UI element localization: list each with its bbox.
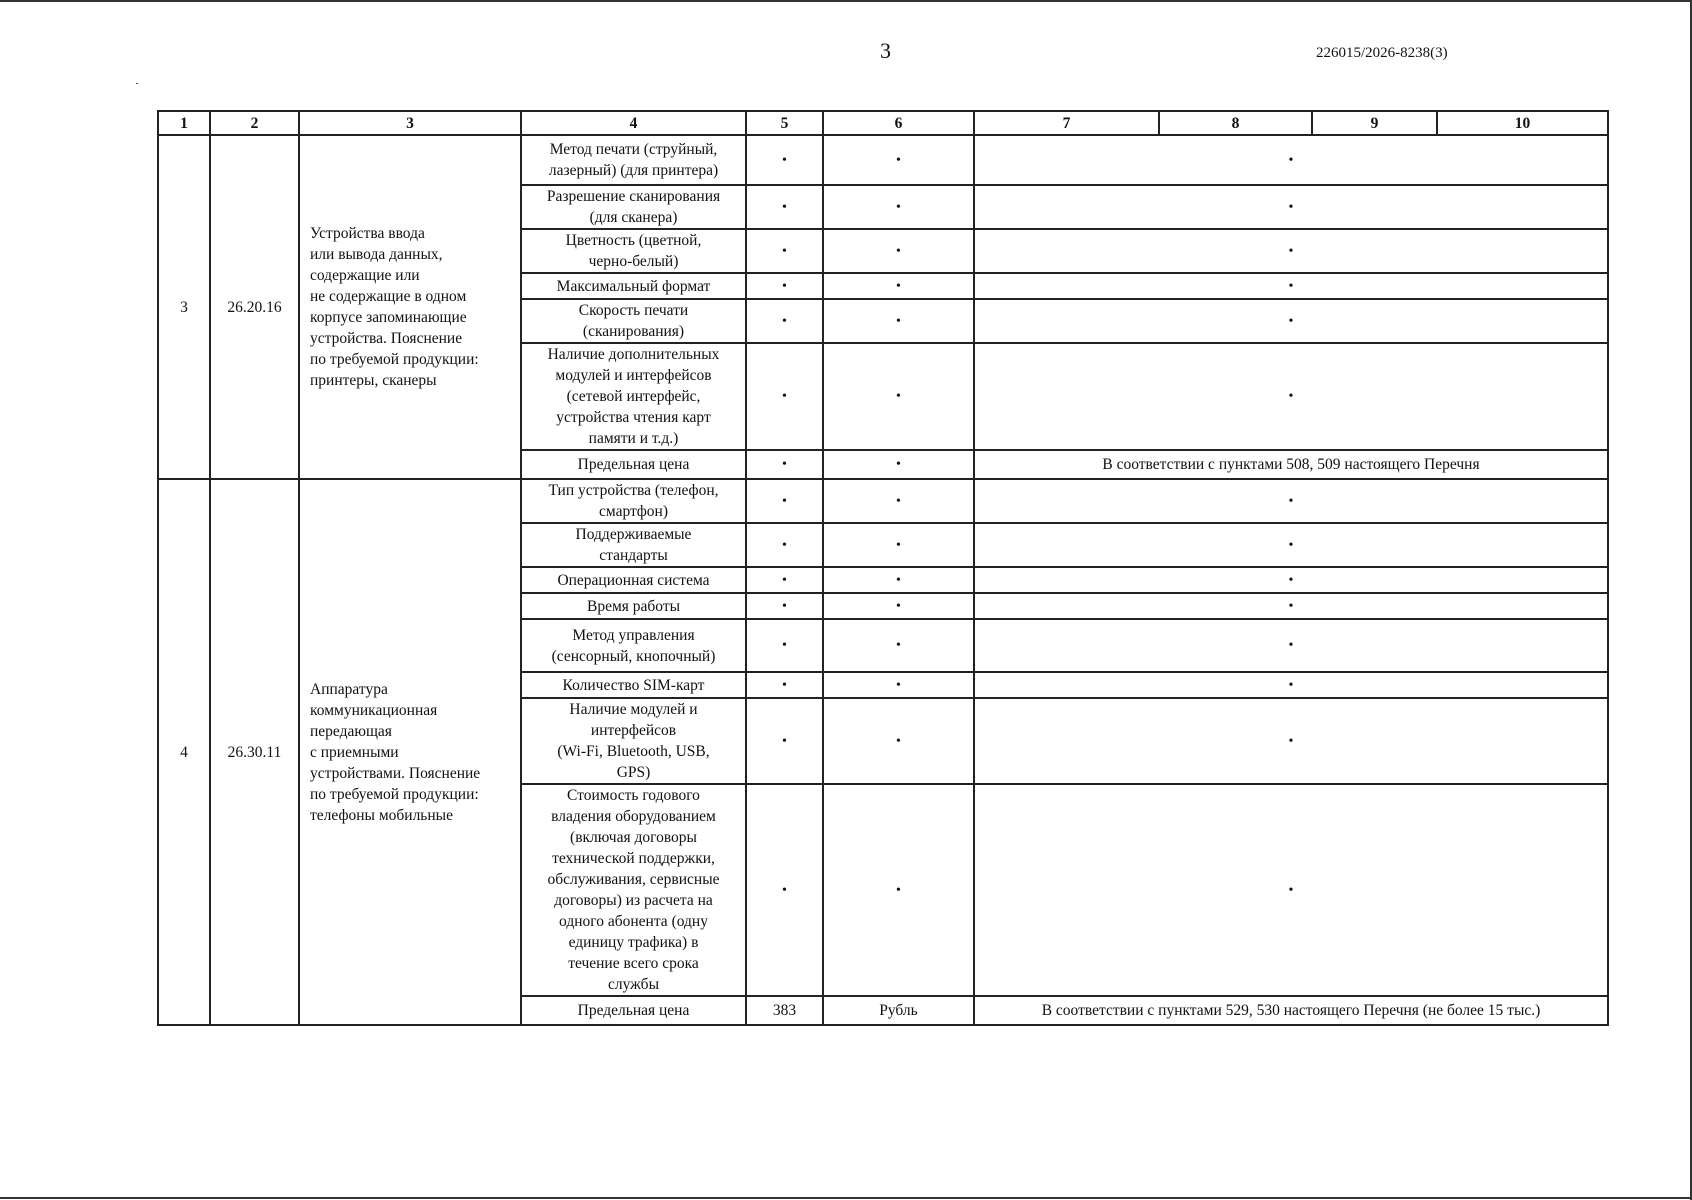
parameter-name [521,343,746,450]
header-cell: 3 [299,111,521,135]
row-number: 4 [158,479,210,1025]
okpd-code: 26.20.16 [210,135,299,479]
top-edge-rule [0,0,1692,2]
parameter-name-text: Метод управления (сенсорный, кнопочный) [551,626,716,665]
parameter-name [521,273,746,299]
value-cell: • [974,229,1608,273]
value-cell: • [974,343,1608,450]
value-cell: • [974,619,1608,672]
header-cell: 7 [974,111,1159,135]
header-cell: 8 [1159,111,1312,135]
parameter-name [521,450,746,479]
unit-name-cell: • [823,523,974,567]
parameter-name-text: Метод печати (струйный, лазерный) (для принтера) [548,141,719,179]
header-cell: 1 [158,111,210,135]
unit-code-cell: 383 [746,996,823,1025]
value-cell: • [974,185,1608,229]
unit-code-cell: • [746,273,823,299]
parameter-name-text: Скорость печати (сканирования) [578,302,689,340]
value-cell: • [974,135,1608,185]
unit-code-cell: • [746,479,823,523]
parameter-name [521,479,746,523]
unit-name-cell: • [823,185,974,229]
header-cell: 6 [823,111,974,135]
parameter-name [521,185,746,229]
parameter-name [521,784,746,996]
value-cell: • [974,299,1608,343]
unit-name-cell: • [823,135,974,185]
parameter-name [521,299,746,343]
value-cell: В соответствии с пунктами 508, 509 настоящего Перечня [974,450,1608,479]
parameter-name-text: Цветность (цветной, черно-белый) [565,232,702,270]
unit-code-cell: • [746,229,823,273]
unit-name-cell: • [823,672,974,698]
unit-name-cell: • [823,698,974,784]
parameter-name-text: Предельная цена [577,1002,690,1019]
product-description-text: Аппаратура коммуникационная передающая с приемными устройствами. Пояснение по требуемой продукции: телефоны мобильные [310,680,481,824]
unit-code-cell: • [746,185,823,229]
parameter-name [521,619,746,672]
value-cell: • [974,567,1608,593]
unit-name-cell: Рубль [823,996,974,1025]
unit-code-cell: • [746,784,823,996]
header-cell: 10 [1437,111,1608,135]
parameter-name-text: Наличие дополнительных модулей и интерфейсов (сетевой интерфейс, устройства чтения карт памяти и т.д.) [547,346,720,447]
value-cell: • [974,672,1608,698]
parameter-name [521,135,746,185]
unit-code-cell: • [746,135,823,185]
value-cell: • [974,479,1608,523]
value-cell: • [974,593,1608,619]
parameter-name-text: Наличие модулей и интерфейсов (Wi-Fi, Bluetooth, USB, GPS) [557,701,710,781]
product-description [299,135,521,479]
parameter-name-text: Тип устройства (телефон, смартфон) [548,482,719,520]
parameter-name [521,229,746,273]
parameter-name-text: Предельная цена [577,456,690,473]
parameter-name-text: Стоимость годового владения оборудованием (включая договоры технической поддержки, обслуживания, сервисные договоры) из расчета на одного абонента (одну единицу трафика) в течение всего срока службы [547,787,720,993]
parameter-name [521,698,746,784]
header-cell: 4 [521,111,746,135]
value-cell: В соответствии с пунктами 529, 530 настоящего Перечня (не более 15 тыс.) [974,996,1608,1025]
parameter-name [521,996,746,1025]
unit-name-cell: • [823,343,974,450]
product-description-text: Устройства ввода или вывода данных, содержащие или не содержащие в одном корпусе запоминающие устройства. Пояснение по требуемой продукции: принтеры, сканеры [310,225,479,389]
header-cell: 9 [1312,111,1437,135]
unit-code-cell: • [746,698,823,784]
parameter-name-text: Операционная система [557,571,710,589]
unit-name-cell: • [823,273,974,299]
parameter-name [521,567,746,593]
parameter-name-text: Время работы [586,597,681,615]
parameter-name-text: Разрешение сканирования (для сканера) [546,188,721,226]
unit-code-cell: • [746,619,823,672]
parameter-name-text: Максимальный формат [556,277,711,295]
unit-name-cell: • [823,229,974,273]
unit-name-cell: • [823,567,974,593]
unit-name-cell: • [823,784,974,996]
value-cell: • [974,273,1608,299]
unit-name-cell: • [823,593,974,619]
header-cell: 2 [210,111,299,135]
unit-code-cell: • [746,343,823,450]
unit-code-cell: • [746,593,823,619]
unit-name-cell: • [823,479,974,523]
unit-name-cell: • [823,299,974,343]
characteristics-table [157,110,1609,1026]
row-number: 3 [158,135,210,479]
parameter-name [521,593,746,619]
header-cell: 5 [746,111,823,135]
bottom-edge-rule [0,1197,1692,1199]
table-row [158,135,1608,185]
unit-name-cell: • [823,450,974,479]
parameter-name-text: Поддерживаемые стандарты [575,526,692,564]
parameter-name [521,672,746,698]
table-header-row [158,111,1608,135]
table-row [158,479,1608,523]
value-cell: • [974,698,1608,784]
unit-name-cell: • [823,619,974,672]
parameter-name-text: Количество SIM-карт [562,676,705,694]
value-cell: • [974,523,1608,567]
unit-code-cell: • [746,523,823,567]
page-number: 3 [880,38,891,63]
value-cell: • [974,784,1608,996]
product-description [299,479,521,1025]
unit-code-cell: • [746,567,823,593]
unit-code-cell: • [746,672,823,698]
document-reference: 226015/2026-8238(3) [1316,45,1448,61]
okpd-code: 26.30.11 [210,479,299,1025]
unit-code-cell: • [746,299,823,343]
unit-code-cell: • [746,450,823,479]
scan-speck [136,83,138,84]
parameter-name [521,523,746,567]
